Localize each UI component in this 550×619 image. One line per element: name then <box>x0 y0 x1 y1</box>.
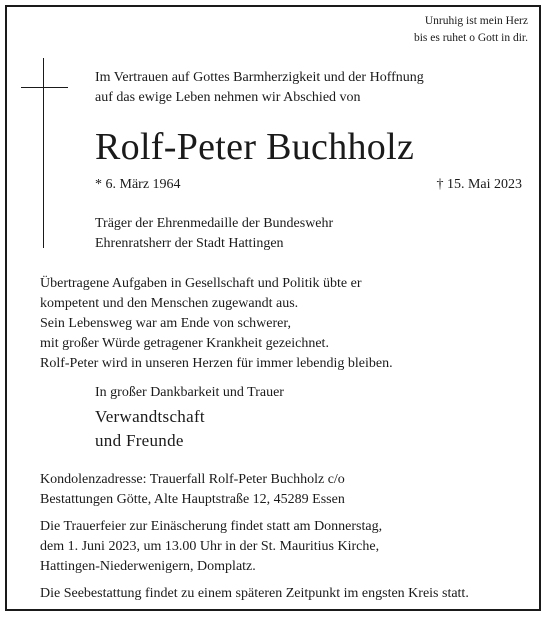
intro-line: auf das ewige Leben nehmen wir Abschied von <box>95 90 361 105</box>
funeral-line: dem 1. Juni 2023, um 13.00 Uhr in der St. Mauritius Kirche, <box>40 539 380 554</box>
tribute-text <box>40 274 393 374</box>
motto-line: Unruhig ist mein Herz <box>424 15 528 27</box>
intro-text <box>95 68 424 108</box>
tribute-line: Rolf-Peter wird in unseren Herzen für immer lebendig bleiben. <box>40 356 393 371</box>
mourners-line: und Freunde <box>95 431 184 450</box>
tribute-line: kompetent und den Menschen zugewandt aus. <box>40 296 299 311</box>
tribute-line: Übertragene Aufgaben in Gesellschaft und Politik übte er <box>40 276 362 291</box>
funeral-info <box>40 517 382 577</box>
motto-line: bis es ruhet o Gott in dir. <box>413 32 528 44</box>
condolence-address <box>40 470 345 510</box>
condolence-line: Kondolenzadresse: Trauerfall Rolf-Peter Buchholz c/o <box>40 472 345 487</box>
death-date: † 15. Mai 2023 <box>436 177 522 192</box>
mourners <box>95 405 205 453</box>
honor-line: Ehrenratsherr der Stadt Hattingen <box>95 236 284 251</box>
motto <box>414 13 528 47</box>
honor-line: Träger der Ehrenmedaille der Bundeswehr <box>95 216 334 231</box>
funeral-line: Die Trauerfeier zur Einäscherung findet statt am Donnerstag, <box>40 519 383 534</box>
tribute-line: Sein Lebensweg war am Ende von schwerer, <box>40 316 291 331</box>
funeral-line: Hattingen-Niederwenigern, Domplatz. <box>40 559 256 574</box>
sea-burial-info: Die Seebestattung findet zu einem späteren Zeitpunkt im engsten Kreis statt. <box>40 586 469 601</box>
honors <box>95 214 333 254</box>
cross-icon-bar <box>21 87 68 88</box>
intro-line: Im Vertrauen auf Gottes Barmherzigkeit und der Hoffnung <box>95 70 424 85</box>
mourning-intro: In großer Dankbarkeit und Trauer <box>95 385 284 400</box>
mourners-line: Verwandtschaft <box>95 407 205 426</box>
birth-date: * 6. März 1964 <box>95 177 181 192</box>
deceased-name: Rolf-Peter Buchholz <box>95 126 415 168</box>
tribute-line: mit großer Würde getragener Krankheit gezeichnet. <box>40 336 329 351</box>
condolence-line: Bestattungen Götte, Alte Hauptstraße 12, 45289 Essen <box>40 492 345 507</box>
